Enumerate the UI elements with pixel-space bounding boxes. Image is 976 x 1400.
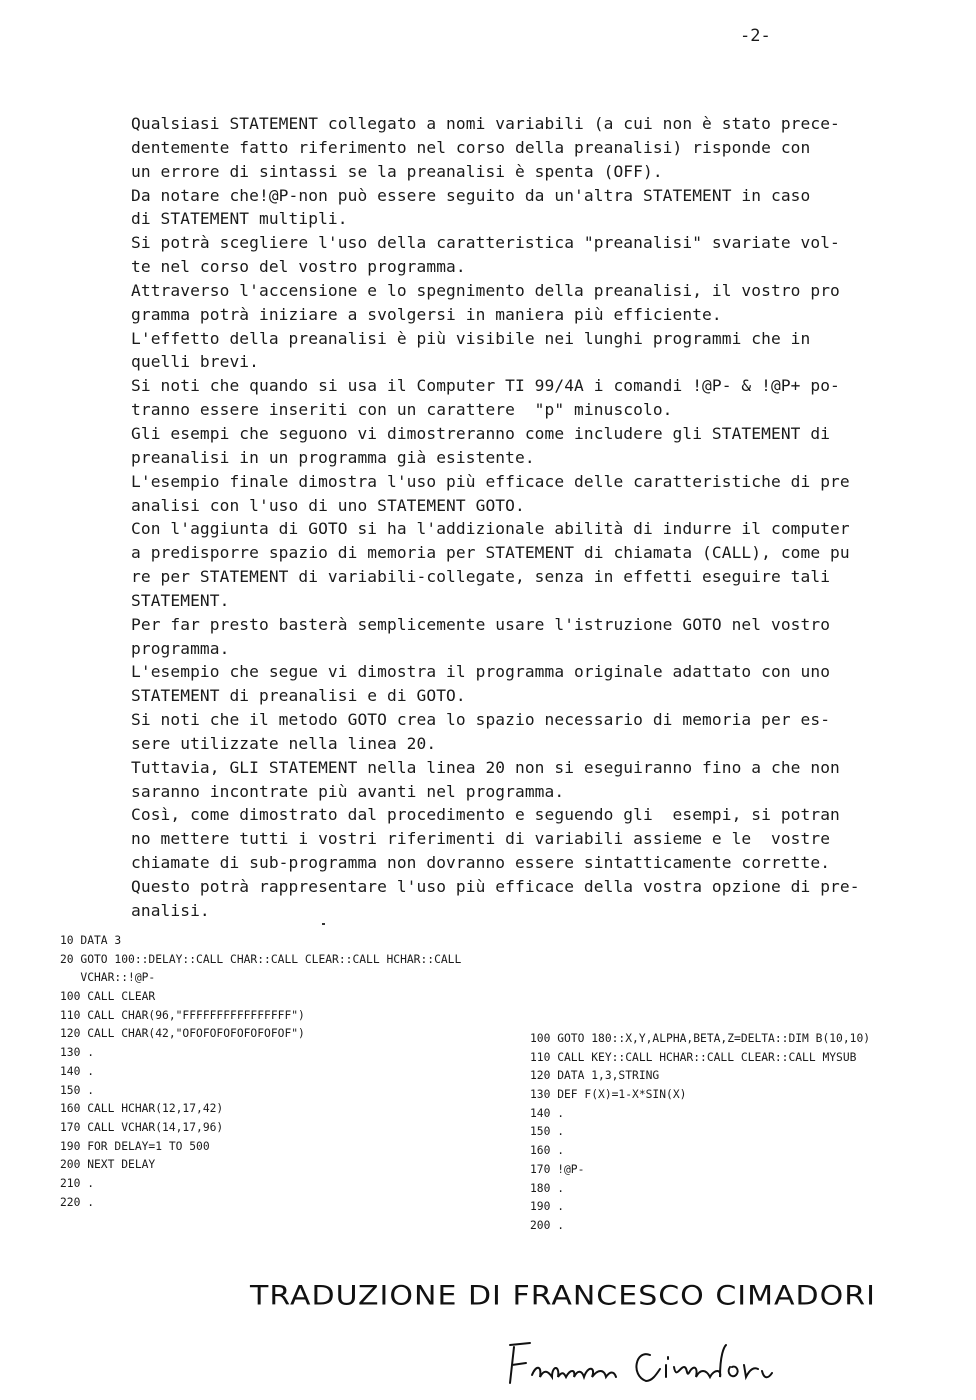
code-line: 160 . <box>530 1144 565 1158</box>
code-line: 130 . <box>60 1046 95 1060</box>
body-line: L'esempio che segue vi dimostra il programma originale adattato con uno <box>131 662 831 682</box>
code-line: VCHAR::!@P- <box>60 971 156 985</box>
body-line: Gli esempi che seguono vi dimostreranno come includere gli STATEMENT di <box>131 423 831 443</box>
signature <box>500 1335 830 1395</box>
page-number: -2- <box>740 26 771 46</box>
body-line: Questo potrà rappresentare l'uso più efficace della vostra opzione di pre- <box>131 877 860 896</box>
body-line: dentemente fatto riferimento nel corso della preanalisi) risponde con <box>131 137 811 157</box>
body-line: Con l'aggiunta di GOTO si ha l'addizionale abilità di indurre il computer <box>131 519 850 539</box>
body-line: STATEMENT di preanalisi e di GOTO. <box>131 686 466 706</box>
code-line: 170 CALL VCHAR(14,17,96) <box>60 1120 224 1134</box>
body-line: quelli brevi. <box>131 352 259 372</box>
stray-mark <box>322 923 325 925</box>
body-line: programma. <box>131 638 230 658</box>
code-line: 10 DATA 3 <box>60 934 122 947</box>
body-line: L'esempio finale dimostra l'uso più efficace delle caratteristiche di pre <box>131 471 850 491</box>
code-line: 100 CALL CLEAR <box>60 990 156 1004</box>
code-line: 200 . <box>530 1218 565 1232</box>
body-line: no mettere tutti i vostri riferimenti di variabili assieme e le vostre <box>131 829 831 849</box>
body-line: STATEMENT. <box>131 590 230 610</box>
code-line: 120 DATA 1,3,STRING <box>530 1069 660 1083</box>
body-line: analisi. <box>131 900 210 920</box>
body-line: Si noti che quando si usa il Computer TI 99/4A i comandi !@P- & !@P+ po- <box>131 376 840 396</box>
body-line: sere utilizzate nella linea 20. <box>131 733 437 753</box>
code-line: 190 FOR DELAY=1 TO 500 <box>60 1139 210 1153</box>
code-line: 200 NEXT DELAY <box>60 1158 156 1172</box>
code-line: 160 CALL HCHAR(12,17,42) <box>60 1102 224 1116</box>
code-line: 210 . <box>60 1176 95 1190</box>
translator-credit: TRADUZIONE DI FRANCESCO CIMADORI <box>250 1280 876 1312</box>
body-line: re per STATEMENT di variabili-collegate, senza in effetti eseguire tali <box>131 567 831 587</box>
code-line: 150 . <box>60 1083 95 1097</box>
code-line: 100 GOTO 180::X,Y,ALPHA,BETA,Z=DELTA::DIM B(10,10) <box>530 1032 871 1045</box>
body-line: Si noti che il metodo GOTO crea lo spazio necessario di memoria per es- <box>131 710 831 730</box>
code-line: 110 CALL KEY::CALL HCHAR::CALL CLEAR::CALL MYSUB <box>530 1050 857 1064</box>
code-line: 140 . <box>60 1064 95 1078</box>
body-line: Da notare che!@P-non può essere seguito da un'altra STATEMENT in caso <box>131 185 811 205</box>
body-line: Per far presto basterà semplicemente usare l'istruzione GOTO nel vostro <box>131 614 831 634</box>
body-line: saranno incontrate più avanti nel programma. <box>131 781 565 801</box>
code-listing-right <box>530 1030 870 1236</box>
code-line: 180 . <box>530 1181 565 1195</box>
body-line: Attraverso l'accensione e lo spegnimento della preanalisi, il vostro pro <box>131 280 840 300</box>
body-line: di STATEMENT multipli. <box>131 209 348 229</box>
code-line: 190 . <box>530 1200 565 1214</box>
body-text <box>131 112 951 923</box>
body-line: tranno essere inseriti con un carattere "p" minuscolo. <box>131 400 673 420</box>
code-listing-left <box>60 932 461 1212</box>
code-line: 170 !@P- <box>530 1162 585 1176</box>
code-line: 20 GOTO 100::DELAY::CALL CHAR::CALL CLEAR::CALL HCHAR::CALL <box>60 952 462 966</box>
code-line: 220 . <box>60 1195 95 1209</box>
body-line: Si potrà scegliere l'uso della caratteristica "preanalisi" svariate vol- <box>131 233 840 253</box>
body-line: Tuttavia, GLI STATEMENT nella linea 20 non si eseguiranno fino a che non <box>131 757 840 777</box>
body-line: preanalisi in un programma già esistente. <box>131 447 535 467</box>
body-line: Così, come dimostrato dal procedimento e seguendo gli esempi, si potran <box>131 805 840 825</box>
code-line: 110 CALL CHAR(96,"FFFFFFFFFFFFFFFF") <box>60 1008 305 1022</box>
body-line: gramma potrà iniziare a svolgersi in maniera più efficiente. <box>131 304 722 324</box>
body-line: L'effetto della preanalisi è più visibile nei lunghi programmi che in <box>131 328 811 348</box>
code-line: 130 DEF F(X)=1-X*SIN(X) <box>530 1088 687 1102</box>
body-line: a predisporre spazio di memoria per STATEMENT di chiamata (CALL), come pu <box>131 543 850 563</box>
code-line: 120 CALL CHAR(42,"OFOFOFOFOFOFOFOF") <box>60 1027 305 1041</box>
code-line: 140 . <box>530 1106 565 1120</box>
body-line: un errore di sintassi se la preanalisi è spenta (OFF). <box>131 161 663 181</box>
body-line: Qualsiasi STATEMENT collegato a nomi variabili (a cui non è stato prece- <box>131 114 840 133</box>
body-line: te nel corso del vostro programma. <box>131 257 466 277</box>
body-line: chiamate di sub-programma non dovranno essere sintatticamente corrette. <box>131 853 831 873</box>
body-line: analisi con l'uso di uno STATEMENT GOTO. <box>131 495 525 515</box>
code-line: 150 . <box>530 1125 565 1139</box>
